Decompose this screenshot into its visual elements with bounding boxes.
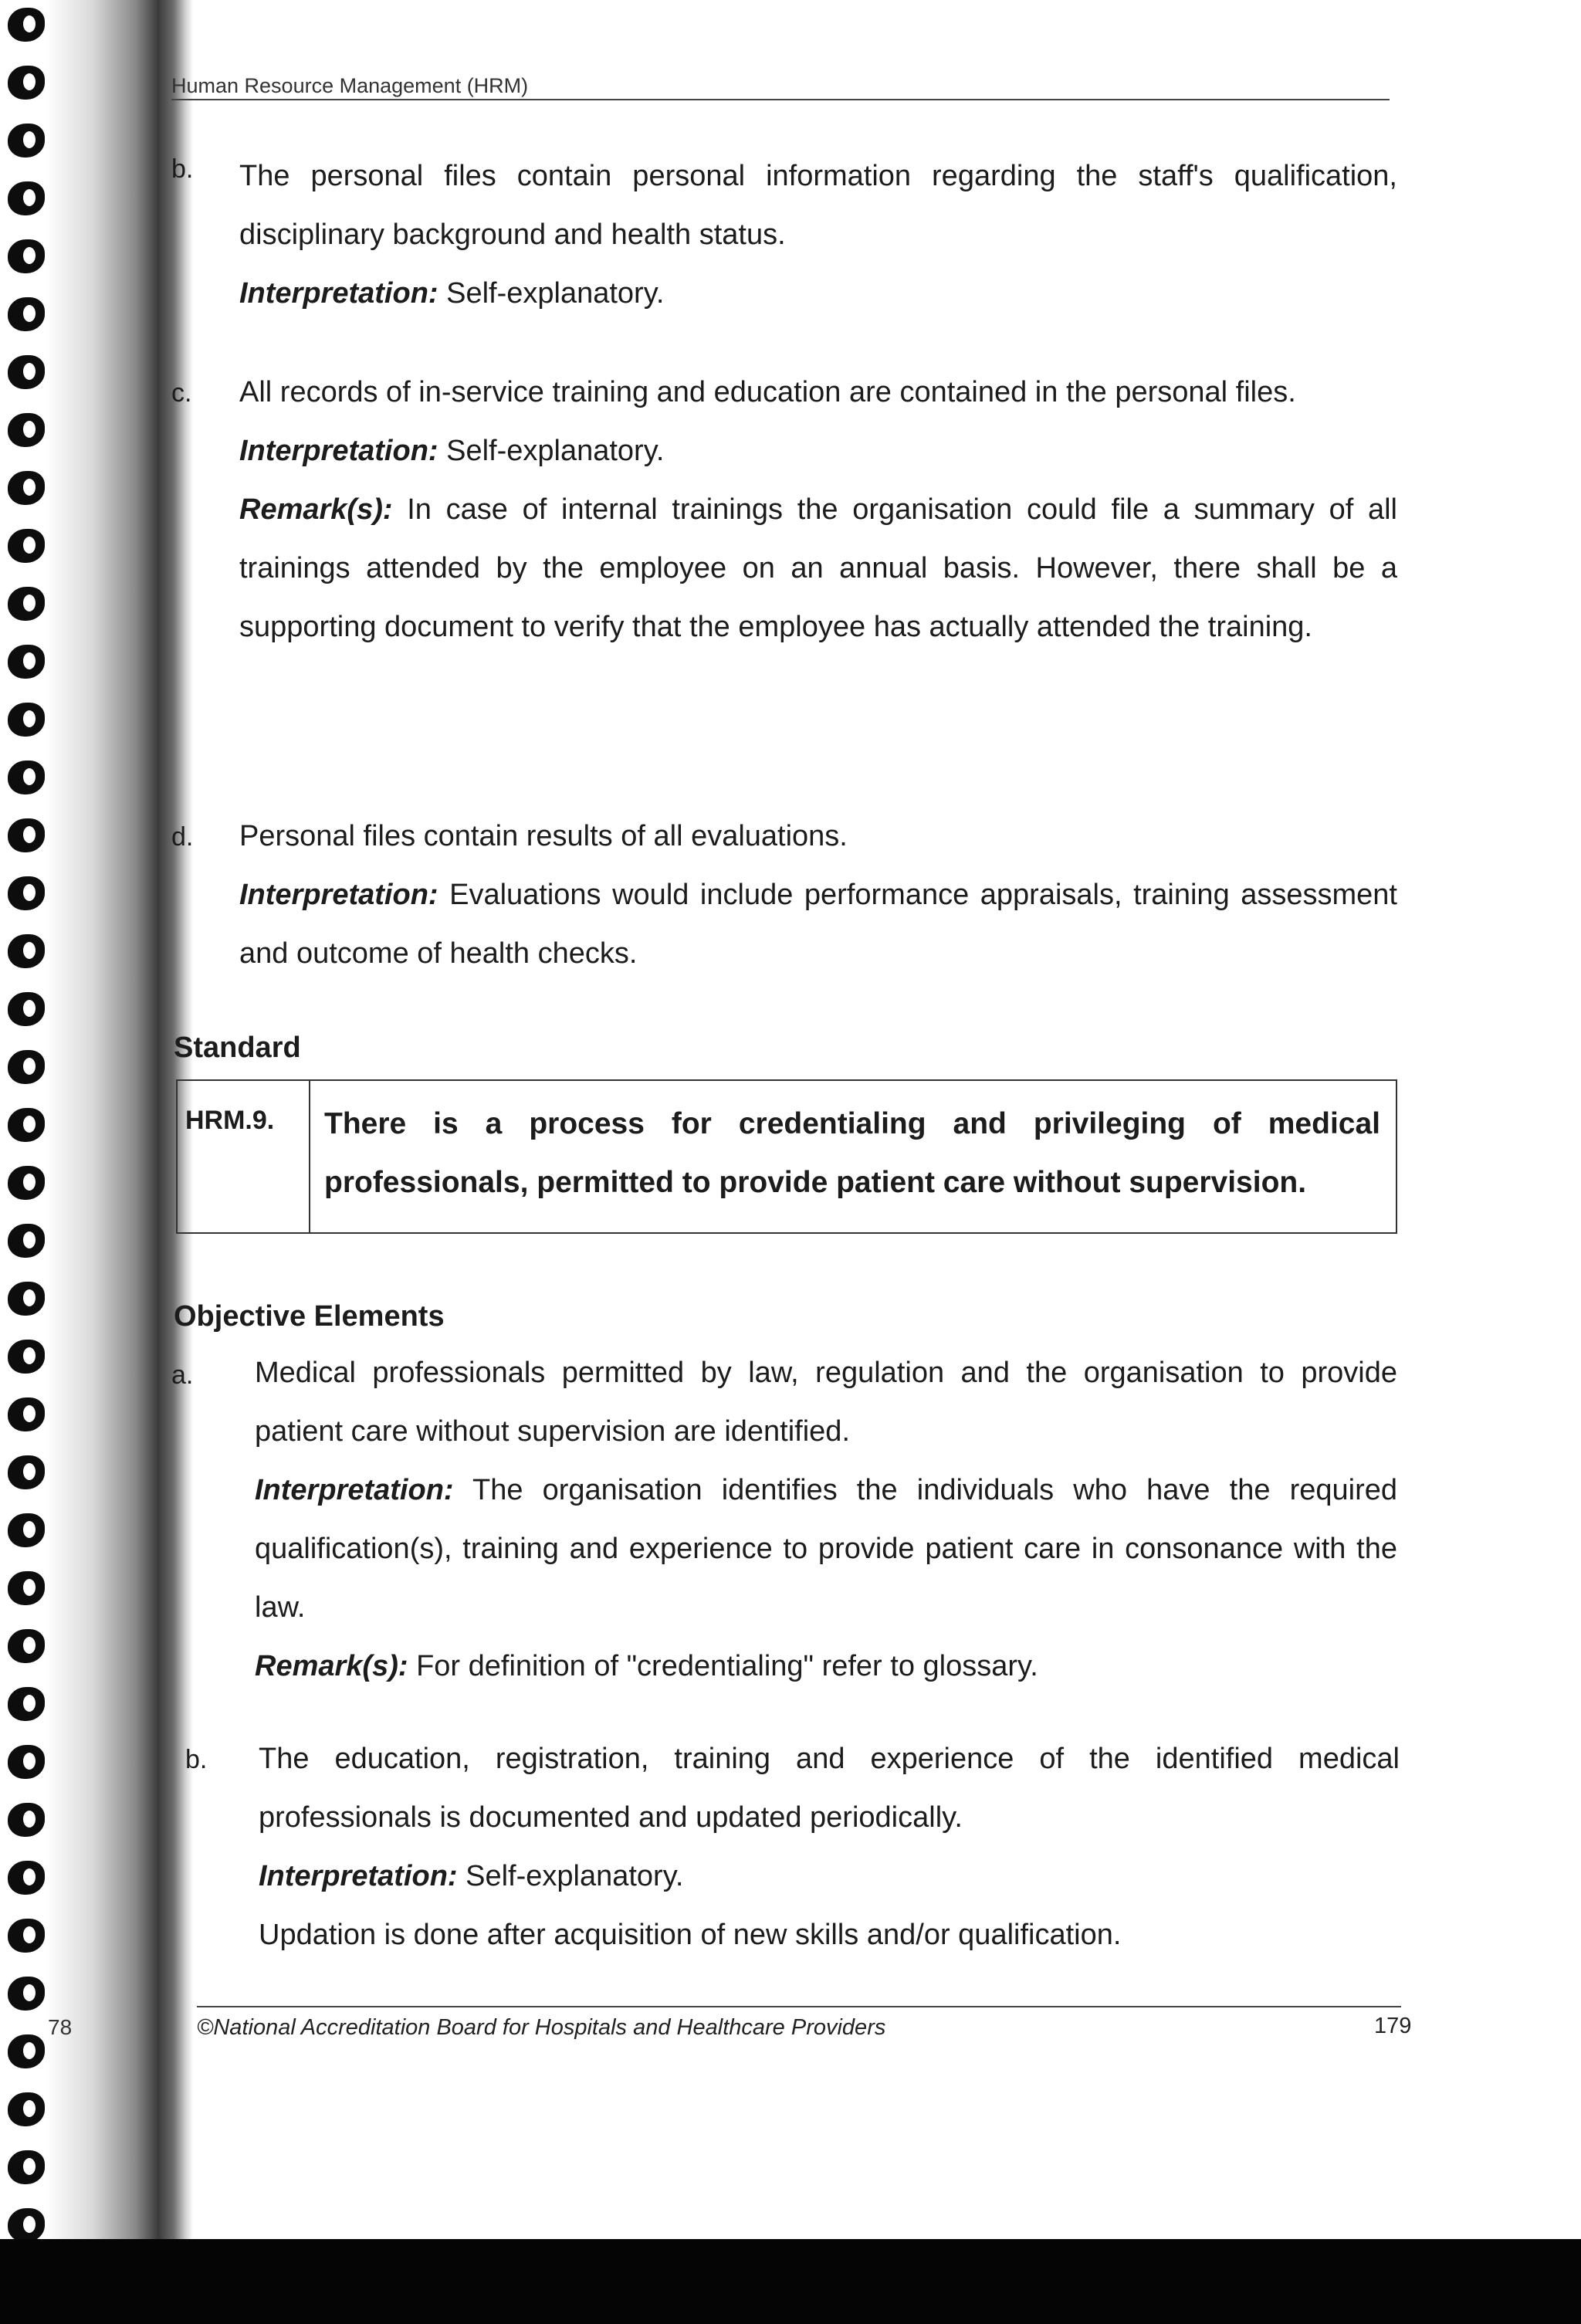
remark-line bbox=[239, 480, 1397, 656]
interpretation-text: Evaluations would include performance appraisals, training assessment and outcome of health checks. bbox=[239, 879, 1397, 970]
list-item bbox=[239, 363, 1397, 656]
item-text: All records of in-service training and education are contained in the personal files. bbox=[239, 376, 1296, 408]
list-item bbox=[239, 807, 1397, 983]
objective-elements-heading: Objective Elements bbox=[174, 1300, 445, 1333]
item-text: Medical professionals permitted by law, regulation and the organisation to provide patient care without supervision are identified. bbox=[255, 1357, 1397, 1448]
interpretation-line bbox=[255, 1461, 1397, 1637]
running-header: Human Resource Management (HRM) bbox=[171, 74, 529, 97]
item-text: Personal files contain results of all evaluations. bbox=[239, 820, 848, 852]
interpretation-label: Interpretation: bbox=[255, 1474, 454, 1506]
remark-text: For definition of "credentialing" refer to glossary. bbox=[408, 1650, 1038, 1682]
remark-label: Remark(s): bbox=[255, 1650, 408, 1682]
interpretation-text: The organisation identifies the individuals who have the required qualification(s), training and experience to provide patient care in consonance with the law. bbox=[255, 1474, 1397, 1624]
remark-label: Remark(s): bbox=[239, 493, 393, 526]
interpretation-line bbox=[259, 1847, 1400, 1906]
standard-text: There is a process for credentialing and privileging of medical professionals, permitted to provide patient care without supervision. bbox=[324, 1107, 1380, 1199]
list-item bbox=[255, 1343, 1397, 1696]
item-marker: c. bbox=[171, 378, 192, 408]
extra-note: Updation is done after acquisition of new skills and/or qualification. bbox=[259, 1919, 1122, 1951]
item-marker: a. bbox=[171, 1360, 194, 1390]
scan-bottom-shadow bbox=[0, 2239, 1581, 2324]
header-rule bbox=[171, 99, 1390, 100]
standard-heading: Standard bbox=[174, 1032, 301, 1064]
item-marker: d. bbox=[171, 822, 194, 852]
item-text: The education, registration, training and experience of the identified medical professionals is documented and updated periodically. bbox=[259, 1743, 1400, 1834]
list-item bbox=[239, 147, 1397, 323]
footer-rule bbox=[197, 2006, 1401, 2007]
list-item bbox=[259, 1729, 1400, 1964]
page-number: 179 bbox=[1374, 2014, 1412, 2038]
footer-copyright: ©National Accreditation Board for Hospitals and Healthcare Providers bbox=[197, 2015, 886, 2040]
interpretation-line bbox=[239, 264, 1397, 323]
interpretation-text: Self-explanatory. bbox=[457, 1860, 684, 1892]
interpretation-label: Interpretation: bbox=[239, 277, 438, 310]
interpretation-label: Interpretation: bbox=[239, 879, 438, 911]
item-marker: b. bbox=[185, 1745, 208, 1774]
interpretation-text: Self-explanatory. bbox=[438, 277, 665, 310]
interpretation-text: Self-explanatory. bbox=[438, 435, 665, 467]
interpretation-line bbox=[239, 866, 1397, 983]
item-marker: b. bbox=[171, 154, 194, 184]
standard-table bbox=[176, 1079, 1397, 1234]
standard-code: HRM.9. bbox=[178, 1081, 310, 1232]
interpretation-label: Interpretation: bbox=[259, 1860, 458, 1892]
interpretation-label: Interpretation: bbox=[239, 435, 438, 467]
edge-page-number: 78 bbox=[48, 2015, 73, 2039]
remark-text: In case of internal trainings the organisation could file a summary of all trainings attended by the employee on an annual basis. However, there shall be a supporting document to verify that the employee has actually attended the training. bbox=[239, 493, 1397, 643]
item-text: The personal files contain personal information regarding the staff's qualification, disciplinary background and health status. bbox=[239, 160, 1397, 251]
remark-line bbox=[255, 1637, 1397, 1696]
interpretation-line bbox=[239, 422, 1397, 480]
